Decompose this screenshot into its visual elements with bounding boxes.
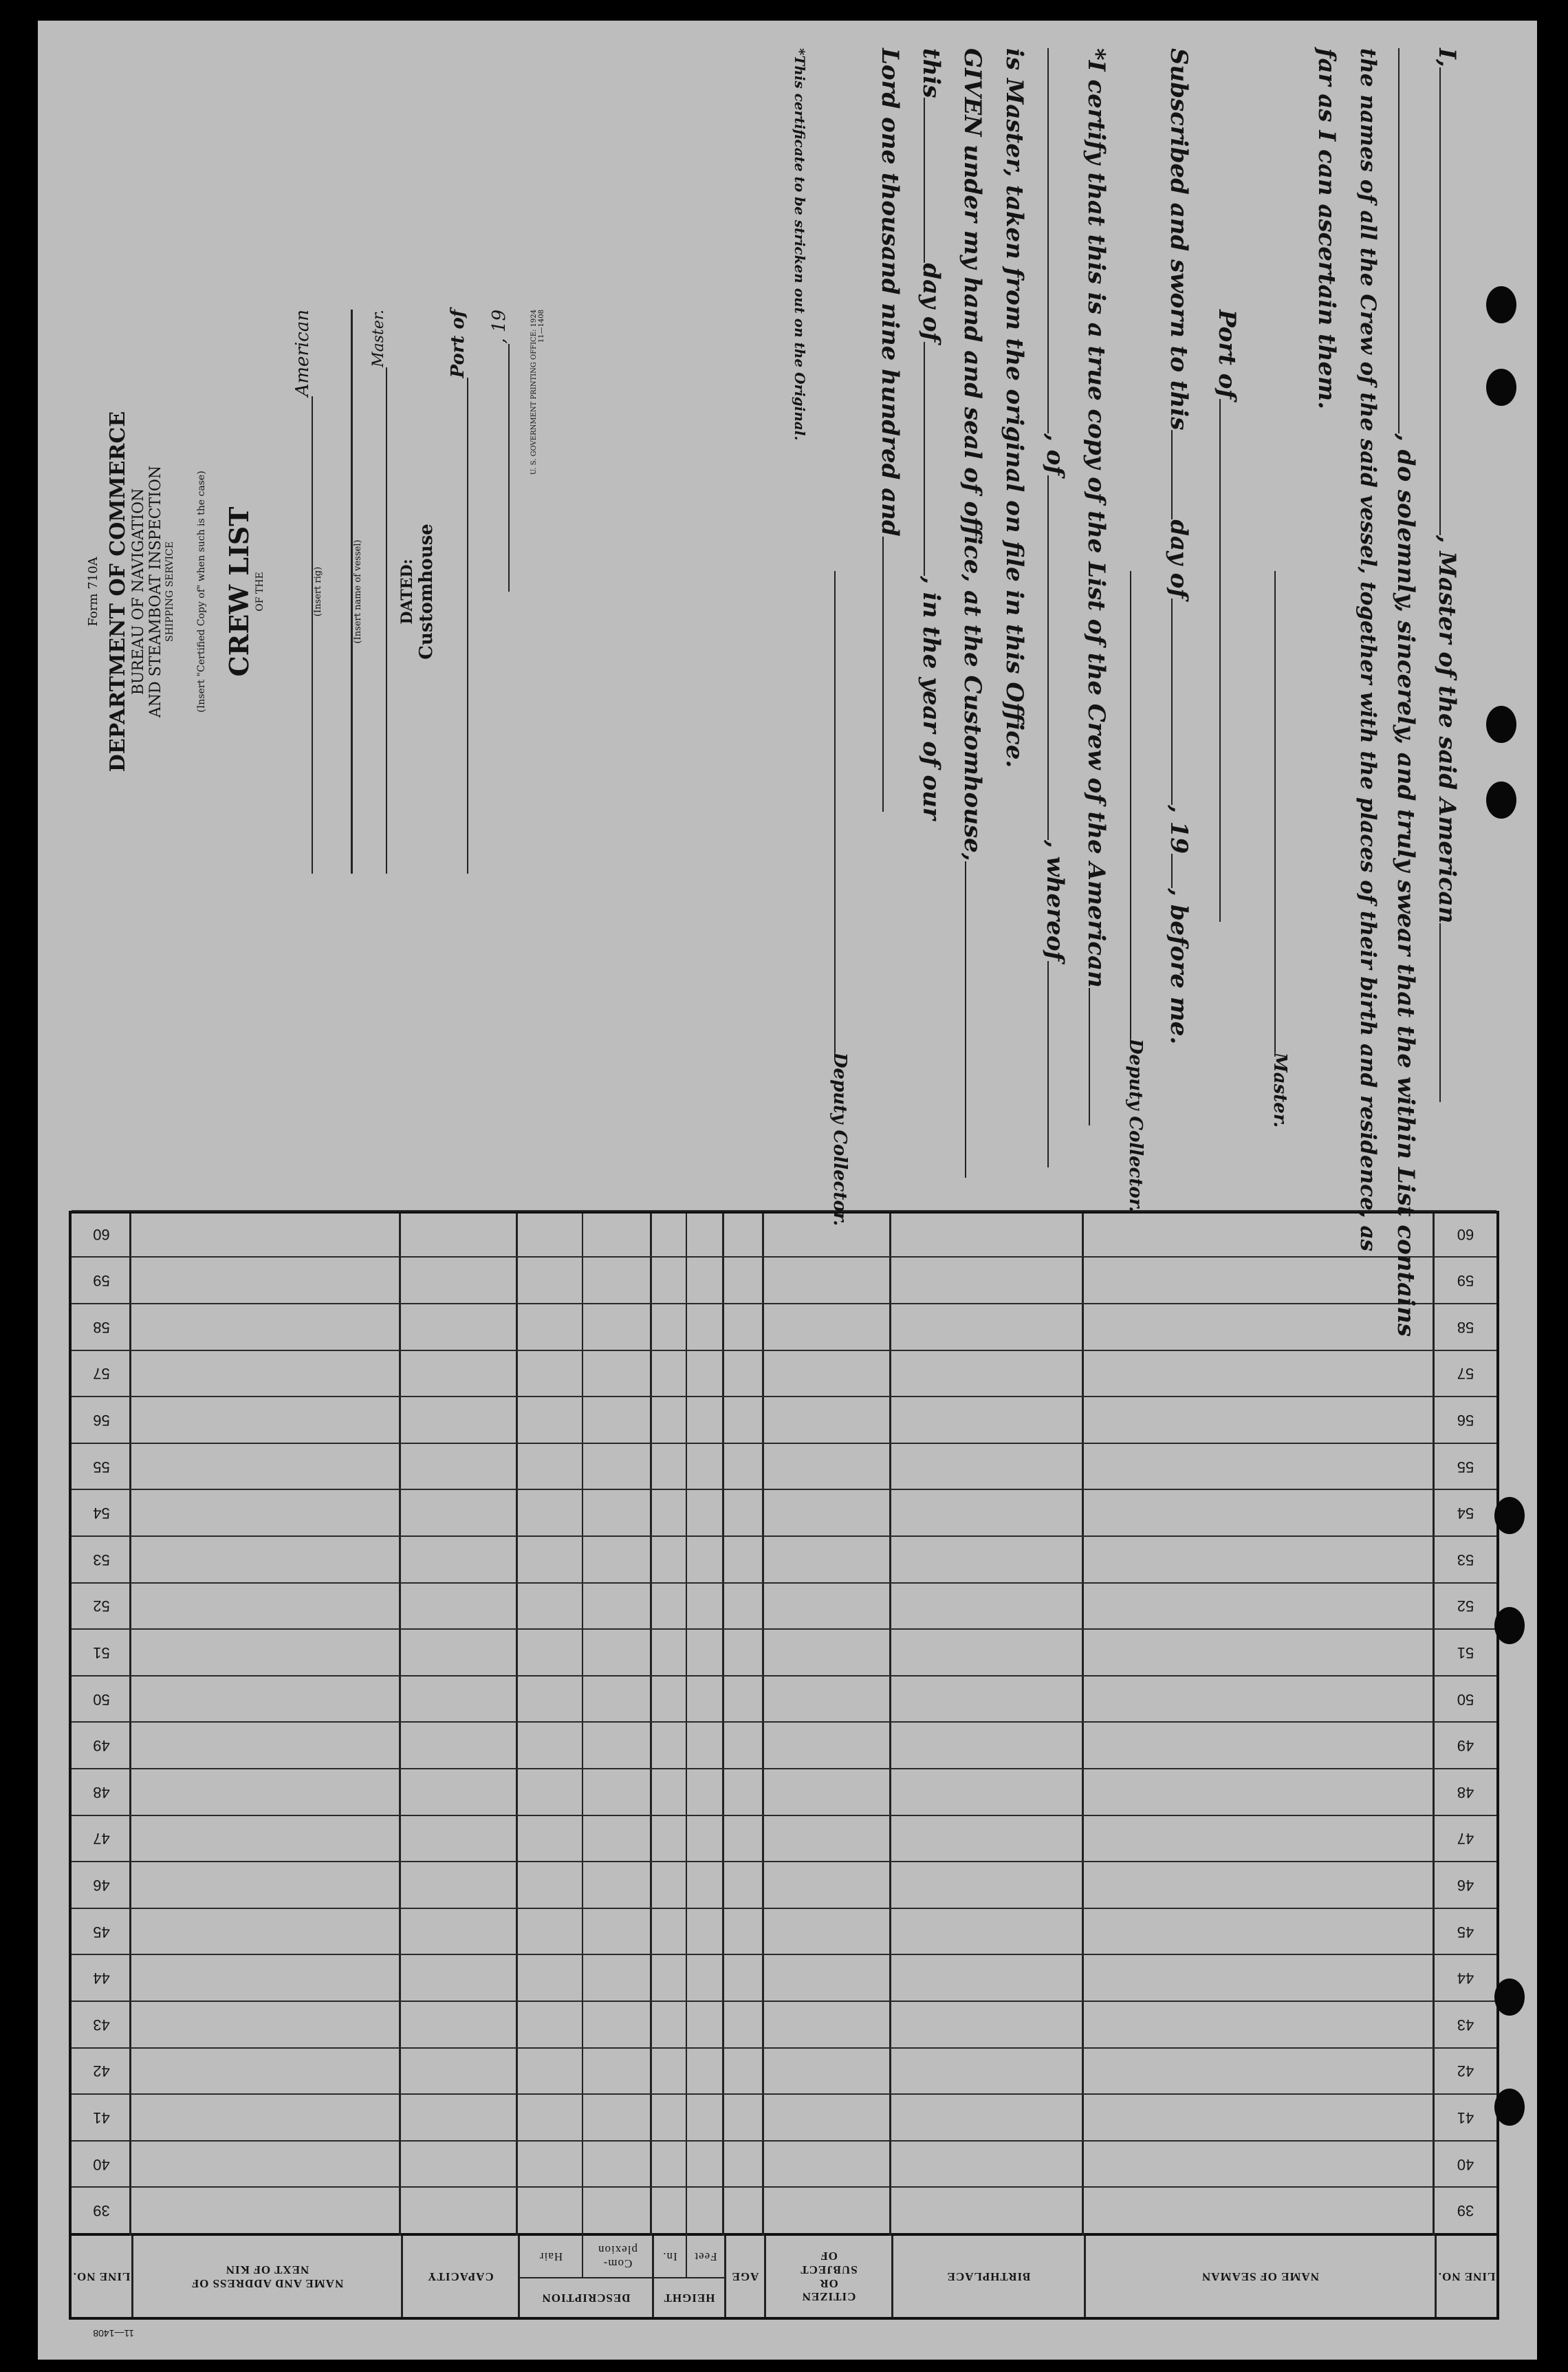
col-header-name-of-seaman: NAME OF SEAMAN bbox=[1084, 2236, 1435, 2317]
height-inches-label: In. bbox=[662, 2250, 677, 2263]
line-number-right: 53 bbox=[93, 1551, 110, 1568]
line-number-left: 60 bbox=[1457, 1225, 1474, 1243]
master-signature: Master. bbox=[1268, 571, 1296, 1128]
master-label: Master. bbox=[370, 310, 387, 367]
col-header-citizen: CITIZEN OR SUBJECT OF bbox=[764, 2236, 891, 2317]
certify-line-1: *I certify that this is a true copy of the List of the Crew of the American bbox=[1082, 48, 1111, 1125]
line-number-left: 59 bbox=[1457, 1272, 1474, 1290]
punch-hole bbox=[1494, 1607, 1525, 1644]
lord-line: Lord one thousand nine hundred and bbox=[876, 48, 904, 812]
line-number-left: 43 bbox=[1457, 2016, 1474, 2034]
punch-hole bbox=[1494, 1979, 1525, 2016]
given-line: GIVEN under my hand and seal of office, at the Customhouse, bbox=[959, 48, 987, 1178]
line-number-right: 52 bbox=[93, 1597, 110, 1615]
service: SHIPPING SERVICE bbox=[164, 541, 175, 643]
line-number-right: 45 bbox=[93, 1923, 110, 1941]
vessel-block bbox=[292, 310, 545, 874]
cover-header bbox=[86, 48, 265, 1135]
height-feet-label: Feet bbox=[686, 2236, 724, 2277]
line-number-left: 56 bbox=[1457, 1412, 1474, 1430]
complexion-label: Com- plexion bbox=[582, 2236, 652, 2277]
table-row bbox=[72, 1256, 1496, 1303]
col-header-height bbox=[652, 2236, 724, 2317]
crew-list-title: CREW LIST bbox=[224, 506, 254, 677]
line-number-right: 39 bbox=[93, 2202, 110, 2220]
crew-list-form-sheet bbox=[38, 21, 1537, 2360]
table-row bbox=[72, 1582, 1496, 1629]
insert-rig: (Insert rig) bbox=[313, 566, 323, 617]
line-number-left: 55 bbox=[1457, 1458, 1474, 1476]
line-number-right: 47 bbox=[93, 1830, 110, 1848]
table-row bbox=[72, 1815, 1496, 1862]
port-of-label: Port of bbox=[448, 310, 468, 378]
line-number-right: 56 bbox=[93, 1412, 110, 1430]
cover-panel bbox=[65, 48, 545, 1135]
line-number-left: 57 bbox=[1457, 1365, 1474, 1383]
american-label: American bbox=[292, 310, 313, 397]
table-row bbox=[72, 2186, 1496, 2233]
cover-form-code: 11—1408 bbox=[538, 310, 545, 343]
col-header-description bbox=[518, 2236, 652, 2317]
line-number-left: 42 bbox=[1457, 2062, 1474, 2080]
table-row bbox=[72, 1303, 1496, 1350]
certify-line-2: is Master, taken from the original on file in this Office. bbox=[1001, 48, 1028, 768]
of-the: OF THE bbox=[254, 572, 265, 612]
table-row bbox=[72, 2001, 1496, 2047]
line-number-left: 44 bbox=[1457, 1970, 1474, 1987]
height-title: HEIGHT bbox=[654, 2277, 724, 2317]
dated-label: DATED: bbox=[398, 559, 416, 625]
line-number-left: 46 bbox=[1457, 1877, 1474, 1895]
oath-line-4: far as I can ascertain them. bbox=[1313, 48, 1340, 409]
department: DEPARTMENT OF COMMERCE bbox=[106, 411, 130, 773]
line-number-left: 40 bbox=[1457, 2155, 1474, 2173]
form-number: Form 710A bbox=[86, 557, 100, 627]
table-row bbox=[72, 1954, 1496, 2001]
table-row bbox=[72, 2093, 1496, 2140]
port-of-line: Port of bbox=[1213, 310, 1241, 922]
oath-line-2: , do solemnly, sincerely, and truly swear that the within List contains bbox=[1392, 48, 1420, 1337]
table-row bbox=[72, 2140, 1496, 2187]
line-number-left: 50 bbox=[1457, 1690, 1474, 1708]
line-number-left: 51 bbox=[1457, 1644, 1474, 1662]
line-number-left: 48 bbox=[1457, 1783, 1474, 1801]
line-number-right: 57 bbox=[93, 1365, 110, 1383]
table-row bbox=[72, 2047, 1496, 2094]
col-header-line-no-right: LINE NO. bbox=[72, 2269, 131, 2283]
oath-line-1: I,, Master of the said American bbox=[1433, 48, 1461, 1102]
deputy-collector-1: Deputy Collector. bbox=[1124, 571, 1152, 1212]
deputy-collector-2: Deputy Collector. bbox=[828, 571, 856, 1226]
footer-form-code: 11—1408 bbox=[93, 2328, 134, 2339]
table-row bbox=[72, 1489, 1496, 1535]
table-row bbox=[72, 1210, 1496, 1257]
line-number-right: 48 bbox=[93, 1783, 110, 1801]
upside-down-scan bbox=[38, 21, 1537, 2360]
table-row bbox=[72, 1396, 1496, 1443]
table-row bbox=[72, 1535, 1496, 1582]
line-number-left: 53 bbox=[1457, 1551, 1474, 1568]
vessel-name-line bbox=[323, 310, 353, 874]
line-number-right: 55 bbox=[93, 1458, 110, 1476]
line-number-left: 52 bbox=[1457, 1597, 1474, 1615]
header-divider bbox=[72, 2233, 1496, 2236]
line-number-right: 54 bbox=[93, 1505, 110, 1522]
punch-hole bbox=[1494, 2089, 1525, 2126]
line-number-left: 45 bbox=[1457, 1923, 1474, 1941]
line-number-left: 54 bbox=[1457, 1505, 1474, 1522]
line-number-right: 59 bbox=[93, 1272, 110, 1290]
col-header-age: AGE bbox=[724, 2236, 764, 2317]
line-number-left: 49 bbox=[1457, 1737, 1474, 1755]
bureau-1: BUREAU OF NAVIGATION bbox=[130, 488, 147, 696]
of-whereof-line: , of, whereof bbox=[1041, 48, 1069, 1167]
footnote: *This certificate to be stricken out on the Original. bbox=[792, 48, 808, 441]
line-number-right: 44 bbox=[93, 1970, 110, 1987]
col-header-line-no: LINE NO. bbox=[1435, 2236, 1496, 2317]
hair-label: Hair bbox=[538, 2250, 563, 2263]
table-row bbox=[72, 1768, 1496, 1815]
certified-note: (Insert "Certified Copy of" when such is the case) bbox=[196, 471, 207, 713]
crew-table bbox=[69, 1211, 1499, 2320]
cover-year: , 19 bbox=[489, 310, 510, 344]
line-number-right: 43 bbox=[93, 2016, 110, 2034]
line-number-left: 39 bbox=[1457, 2202, 1474, 2220]
line-number-right: 40 bbox=[93, 2155, 110, 2173]
oath-line-3: the names of all the Crew of the said vessel, together with the places of their birth and residence, as bbox=[1355, 48, 1380, 1252]
punch-hole bbox=[1486, 286, 1516, 323]
table-row bbox=[72, 1861, 1496, 1908]
line-number-right: 49 bbox=[93, 1737, 110, 1755]
punch-hole bbox=[1494, 1497, 1525, 1534]
line-number-right: 41 bbox=[93, 2109, 110, 2127]
table-row bbox=[72, 1908, 1496, 1954]
col-header-next-of-kin: NAME AND ADDRESS OF NEXT OF KIN bbox=[131, 2236, 401, 2317]
table-row bbox=[72, 1350, 1496, 1397]
line-number-right: 58 bbox=[93, 1318, 110, 1336]
line-number-left: 41 bbox=[1457, 2109, 1474, 2127]
printing-office: U. S. GOVERNMENT PRINTING OFFICE: 1924 bbox=[530, 310, 538, 475]
table-row bbox=[72, 1675, 1496, 1722]
line-number-left: 47 bbox=[1457, 1830, 1474, 1848]
table-row bbox=[72, 1443, 1496, 1489]
bureau-2: AND STEAMBOAT INSPECTION bbox=[147, 465, 164, 718]
line-number-right: 50 bbox=[93, 1690, 110, 1708]
punch-hole bbox=[1486, 369, 1516, 406]
subscribed-line: Subscribed and sworn to thisday of, 19, before me. bbox=[1165, 48, 1193, 1045]
punch-hole bbox=[1486, 781, 1516, 819]
this-day-line: thisday of, in the year of our bbox=[917, 48, 945, 820]
description-title: DESCRIPTION bbox=[520, 2277, 652, 2317]
line-number-right: 46 bbox=[93, 1877, 110, 1895]
line-number-right: 42 bbox=[93, 2062, 110, 2080]
col-header-capacity: CAPACITY bbox=[401, 2236, 518, 2317]
table-row bbox=[72, 1721, 1496, 1768]
col-header-birthplace: BIRTHPLACE bbox=[891, 2236, 1084, 2317]
line-number-left: 58 bbox=[1457, 1318, 1474, 1336]
line-number-right: 51 bbox=[93, 1644, 110, 1662]
punch-hole bbox=[1486, 706, 1516, 743]
line-number-right: 60 bbox=[93, 1225, 110, 1243]
table-row bbox=[72, 1628, 1496, 1675]
customhouse-label: Customhouse bbox=[416, 524, 437, 660]
insert-vessel: (Insert name of vessel) bbox=[353, 539, 363, 644]
